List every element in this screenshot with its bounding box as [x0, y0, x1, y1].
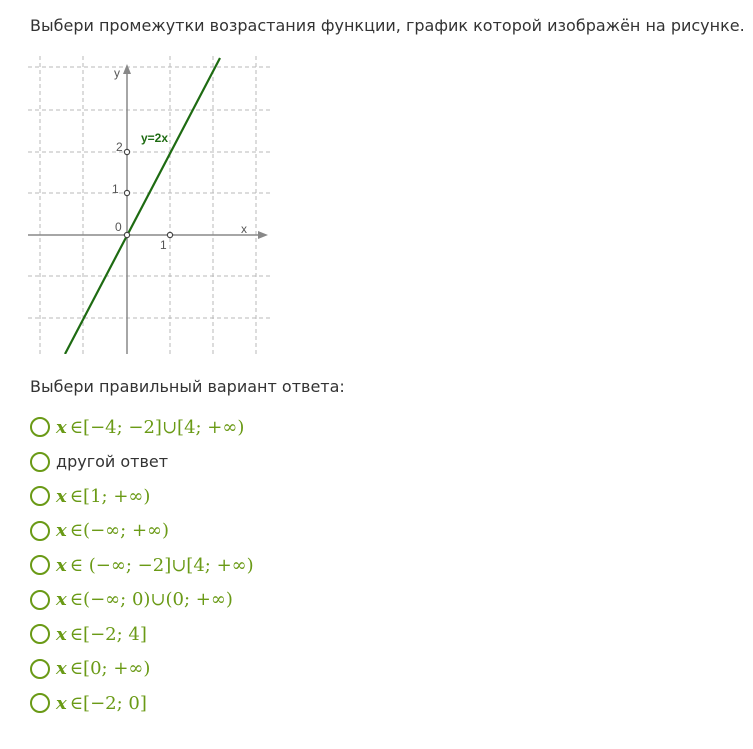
radio-button[interactable] — [30, 590, 50, 610]
point-y-1 — [124, 190, 129, 195]
radio-button[interactable] — [30, 555, 50, 575]
y-axis — [123, 64, 131, 354]
option-5[interactable] — [30, 548, 730, 583]
question-text: Выбери промежутки возрастания функции, график которой изображён на рисунке. — [30, 16, 745, 35]
option-7[interactable] — [30, 617, 730, 652]
option-label: x ∈[0; +∞) — [56, 658, 151, 680]
y-axis-label: y — [114, 66, 120, 80]
grid — [28, 56, 270, 354]
option-8[interactable] — [30, 652, 730, 687]
function-label: y=2x — [141, 131, 169, 145]
radio-button[interactable] — [30, 693, 50, 713]
answer-options — [30, 410, 730, 721]
option-label: x ∈[−2; 4] — [56, 623, 147, 645]
option-9[interactable] — [30, 686, 730, 721]
tick-label-y-2: 2 — [116, 140, 123, 154]
option-4[interactable] — [30, 514, 730, 549]
radio-button[interactable] — [30, 452, 50, 472]
option-label: x ∈[−4; −2]∪[4; +∞) — [56, 416, 245, 438]
radio-button[interactable] — [30, 417, 50, 437]
function-graph — [28, 56, 270, 354]
option-6[interactable] — [30, 583, 730, 618]
radio-button[interactable] — [30, 624, 50, 644]
option-2[interactable] — [30, 445, 730, 480]
point-origin — [124, 232, 129, 237]
option-label: x ∈[−2; 0] — [56, 692, 147, 714]
answer-prompt: Выбери правильный вариант ответа: — [30, 377, 345, 396]
point-x-1 — [167, 232, 172, 237]
function-line — [65, 58, 220, 354]
point-y-2 — [124, 149, 129, 154]
option-label: x ∈(−∞; 0)∪(0; +∞) — [56, 589, 233, 611]
tick-label-y-1: 1 — [112, 182, 119, 196]
radio-button[interactable] — [30, 486, 50, 506]
option-label: x ∈[1; +∞) — [56, 485, 151, 507]
origin-label: 0 — [115, 220, 122, 234]
option-3[interactable] — [30, 479, 730, 514]
option-1[interactable] — [30, 410, 730, 445]
x-axis — [28, 231, 268, 239]
option-label: x ∈ (−∞; −2]∪[4; +∞) — [56, 554, 254, 576]
option-label: другой ответ — [56, 452, 169, 472]
radio-button[interactable] — [30, 659, 50, 679]
radio-button[interactable] — [30, 521, 50, 541]
x-axis-label: x — [241, 222, 247, 236]
option-label: x ∈(−∞; +∞) — [56, 520, 170, 542]
tick-label-x-1: 1 — [160, 238, 167, 252]
